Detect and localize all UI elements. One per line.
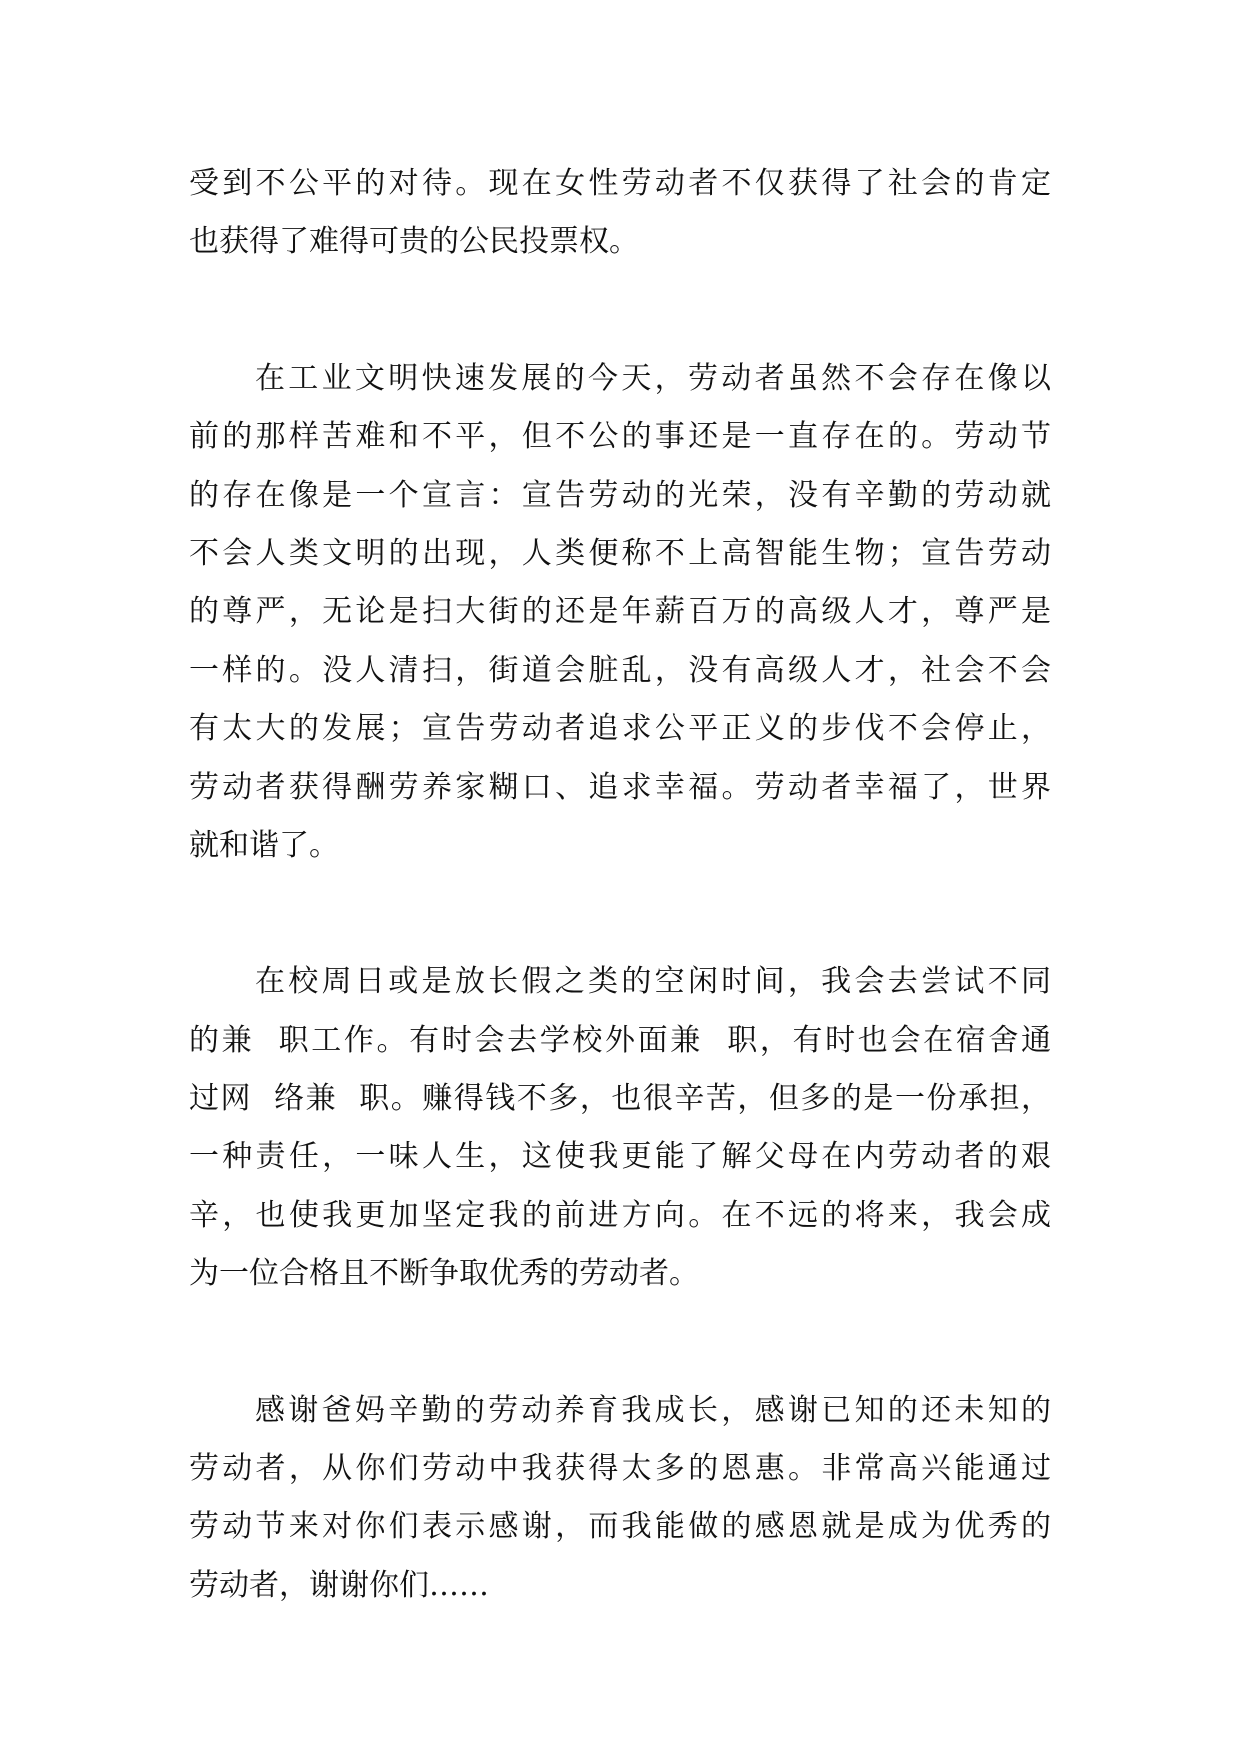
paragraph-spacer — [189, 875, 1051, 953]
paragraph-spacer — [189, 1304, 1051, 1382]
text-line: 劳动者获得酬劳养家糊口、追求幸福。劳动者幸福了，世界 — [189, 769, 1051, 805]
text-line: 一样的。没人清扫，街道会脏乱，没有高级人才，社会不会 — [189, 652, 1051, 688]
text-line: 受到不公平的对待。现在女性劳动者不仅获得了社会的肯定 — [189, 166, 1051, 201]
text-line: 也获得了难得可贵的公民投票权。 — [189, 224, 639, 260]
text-line: 在校周日或是放长假之类的空闲时间，我会去尝试不同 — [255, 964, 1051, 1000]
text-line: 为一位合格且不断争取优秀的劳动者。 — [189, 1256, 699, 1292]
text-line: 过网 络兼 职。赚得钱不多，也很辛苦，但多的是一份承担， — [189, 1081, 1051, 1117]
paragraph-4 — [189, 1382, 1051, 1616]
text-line: 一种责任，一味人生，这使我更能了解父母在内劳动者的艰 — [189, 1139, 1051, 1175]
paragraph-spacer — [189, 272, 1051, 350]
text-line: 的存在像是一个宣言：宣告劳动的光荣，没有辛勤的劳动就 — [189, 477, 1051, 513]
text-line: 辛，也使我更加坚定我的前进方向。在不远的将来，我会成 — [189, 1197, 1051, 1233]
document-body — [189, 155, 1051, 1615]
text-line: 感谢爸妈辛勤的劳动养育我成长，感谢已知的还未知的 — [255, 1392, 1051, 1428]
paragraph-3 — [189, 953, 1051, 1303]
text-line: 在工业文明快速发展的今天，劳动者虽然不会存在像以 — [255, 360, 1051, 396]
paragraph-1 — [189, 155, 1051, 272]
text-line: 的尊严，无论是扫大街的还是年薪百万的高级人才，尊严是 — [189, 594, 1051, 630]
text-line: 就和谐了。 — [189, 827, 339, 863]
text-line: 有太大的发展；宣告劳动者追求公平正义的步伐不会停止， — [189, 711, 1051, 747]
text-line: 不会人类文明的出现，人类便称不上高智能生物；宣告劳动 — [189, 535, 1051, 571]
text-line: 劳动节来对你们表示感谢，而我能做的感恩就是成为优秀的 — [189, 1509, 1051, 1545]
text-line: 劳动者，从你们劳动中我获得太多的恩惠。非常高兴能通过 — [189, 1451, 1051, 1487]
text-line: 前的那样苦难和不平，但不公的事还是一直存在的。劳动节 — [189, 419, 1051, 455]
paragraph-2 — [189, 350, 1051, 876]
text-line: 的兼 职工作。有时会去学校外面兼 职，有时也会在宿舍通 — [189, 1022, 1051, 1058]
text-line: 劳动者，谢谢你们…… — [189, 1567, 489, 1603]
